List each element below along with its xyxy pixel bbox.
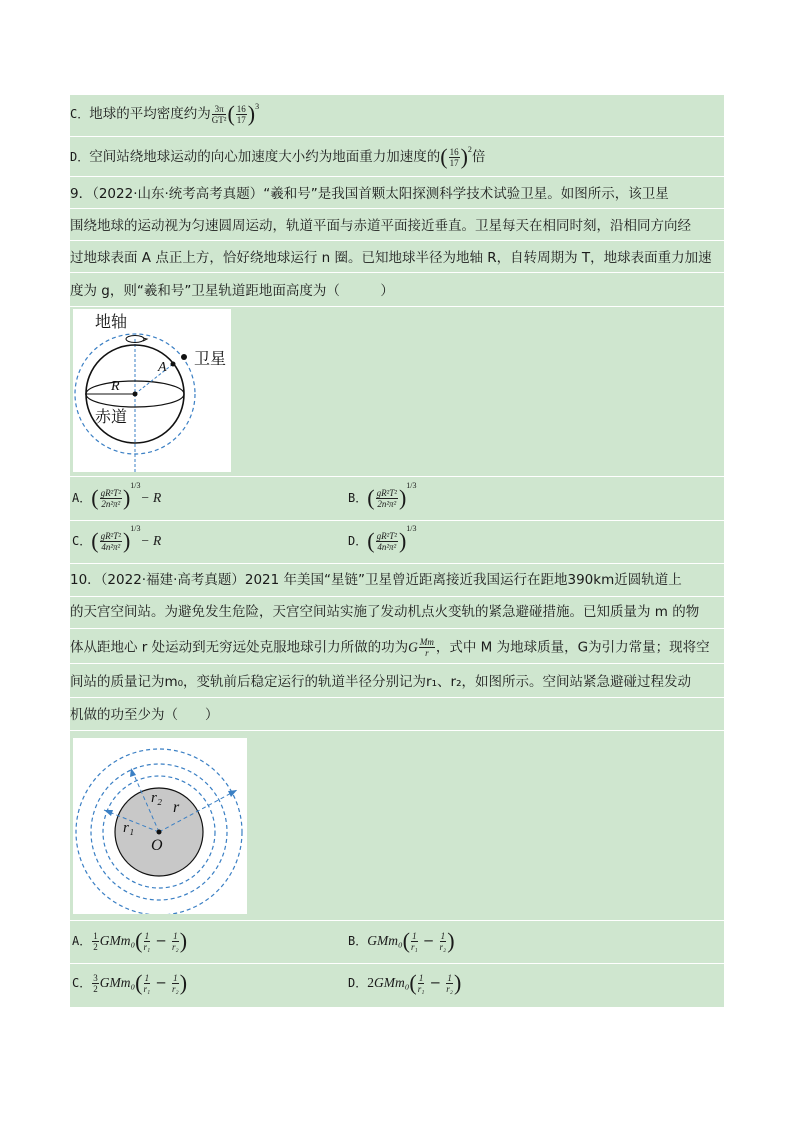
divider [70, 306, 724, 307]
fraction: $\frac{3\pi}{\text{GT²}}$ [211, 103, 227, 125]
divider [70, 176, 724, 177]
q10-option-a[interactable]: A． $\frac{1}{2}$ GMm₀( $\frac{1}{\text{r₁}}$ − $\frac{1}{\text{r₂}}$ ) [72, 928, 188, 953]
r2-label: r₂ [151, 790, 163, 806]
q8-option-d[interactable]: D．空间站绕地球运动的向心加速度大小约为地面重力加速度的( $\frac{16}{17}$ )$^2$倍 [70, 144, 486, 169]
center-label: O [151, 837, 163, 854]
fraction: $\frac{16}{17}$ [236, 103, 246, 125]
q9-option-a[interactable]: A．( $\frac{\text{gR²T²}}{\text{2n²π²}}$ )$^{1/3}$− R [72, 481, 162, 510]
q9-stem-line: 围绕地球的运动视为匀速圆周运动，轨道平面与赤道平面接近垂直。卫星每天在相同时刻，沿相同方向经 [70, 218, 691, 234]
q9-option-c[interactable]: C．( $\frac{\text{gR²T²}}{\text{4n²π²}}$ )$^{1/3}$− R [72, 524, 162, 553]
r1-label: r₁ [123, 820, 135, 836]
q10-option-b[interactable]: B．GMm₀( $\frac{1}{\text{r₁}}$ − $\frac{1}{\text{r₂}}$ ) [348, 928, 455, 953]
q9-stem-line: 度为 g，则“羲和号”卫星轨道距地面高度为（ ） [70, 283, 394, 299]
satellite-dot [181, 354, 187, 360]
q10-option-c[interactable]: C． $\frac{3}{2}$ GMm₀( $\frac{1}{\text{r₁}}$ − $\frac{1}{\text{r₂}}$ ) [72, 970, 188, 995]
point-a-label: A [158, 360, 167, 375]
q10-orbit-figure [73, 738, 247, 914]
divider [70, 476, 724, 477]
q9-option-d[interactable]: D．( $\frac{\text{gR²T²}}{\text{4n²π²}}$ )$^{1/3}$ [348, 524, 417, 553]
divider [70, 920, 724, 921]
q9-option-b[interactable]: B．( $\frac{\text{gR²T²}}{\text{2n²π²}}$ )$^{1/3}$ [348, 481, 417, 510]
q9-stem-line: 过地球表面 A 点正上方，恰好绕地球运行 n 圈。已知地球半径为地轴 R，自转周期为 T，地球表面重力加速 [70, 250, 712, 266]
q9-earth-figure [73, 309, 231, 472]
divider [70, 730, 724, 731]
divider [70, 963, 724, 964]
q9-stem-line: 9．（2022·山东·统考高考真题）“羲和号”是我国首颗太阳探测科学技术试验卫星。如图所示，该卫星 [70, 186, 669, 202]
axis-label: 地轴 [95, 314, 128, 331]
q10-stem-line: 10．（2022·福建·高考真题）2021 年美国“星链”卫星曾近距离接近我国运行在距地390km近圆轨道上 [70, 572, 682, 588]
radius-label: R [111, 379, 120, 394]
point-a [171, 362, 176, 367]
divider [70, 136, 724, 137]
divider [70, 697, 724, 698]
divider [70, 563, 724, 564]
divider [70, 208, 724, 209]
equator-label: 赤道 [95, 409, 128, 426]
q10-option-d[interactable]: D．2GMm₀( $\frac{1}{\text{r₁}}$ − $\frac{1}{\text{r₂}}$ ) [348, 970, 462, 995]
q10-stem-line: 间站的质量记为m₀，变轨前后稳定运行的轨道半径分别记为r₁、r₂，如图所示。空间站紧急避碰过程发动 [70, 674, 691, 690]
divider [70, 520, 724, 521]
divider [70, 663, 724, 664]
q10-stem-line: 体从距地心 r 处运动到无穷远处克服地球引力所做的功为G $\frac{Mm}{r}$ ，式中 M 为地球质量，G为引力常量；现将空 [70, 637, 710, 658]
q10-stem-line: 的天宫空间站。为避免发生危险，天宫空间站实施了发动机点火变轨的紧急避碰措施。已知质量为 m 的物 [70, 604, 700, 620]
divider [70, 628, 724, 629]
r-label: r [173, 799, 180, 816]
q10-stem-line: 机做的功至少为（ ） [70, 707, 219, 723]
q8-option-c[interactable]: C．地球的平均密度约为 $\frac{3\pi}{\text{GT²}}$ ( $\frac{16}{17}$ )$^3$ [70, 101, 260, 126]
divider [70, 596, 724, 597]
divider [70, 272, 724, 273]
fraction: $\frac{16}{17}$ [449, 146, 459, 168]
satellite-label: 卫星 [194, 351, 227, 368]
divider [70, 240, 724, 241]
